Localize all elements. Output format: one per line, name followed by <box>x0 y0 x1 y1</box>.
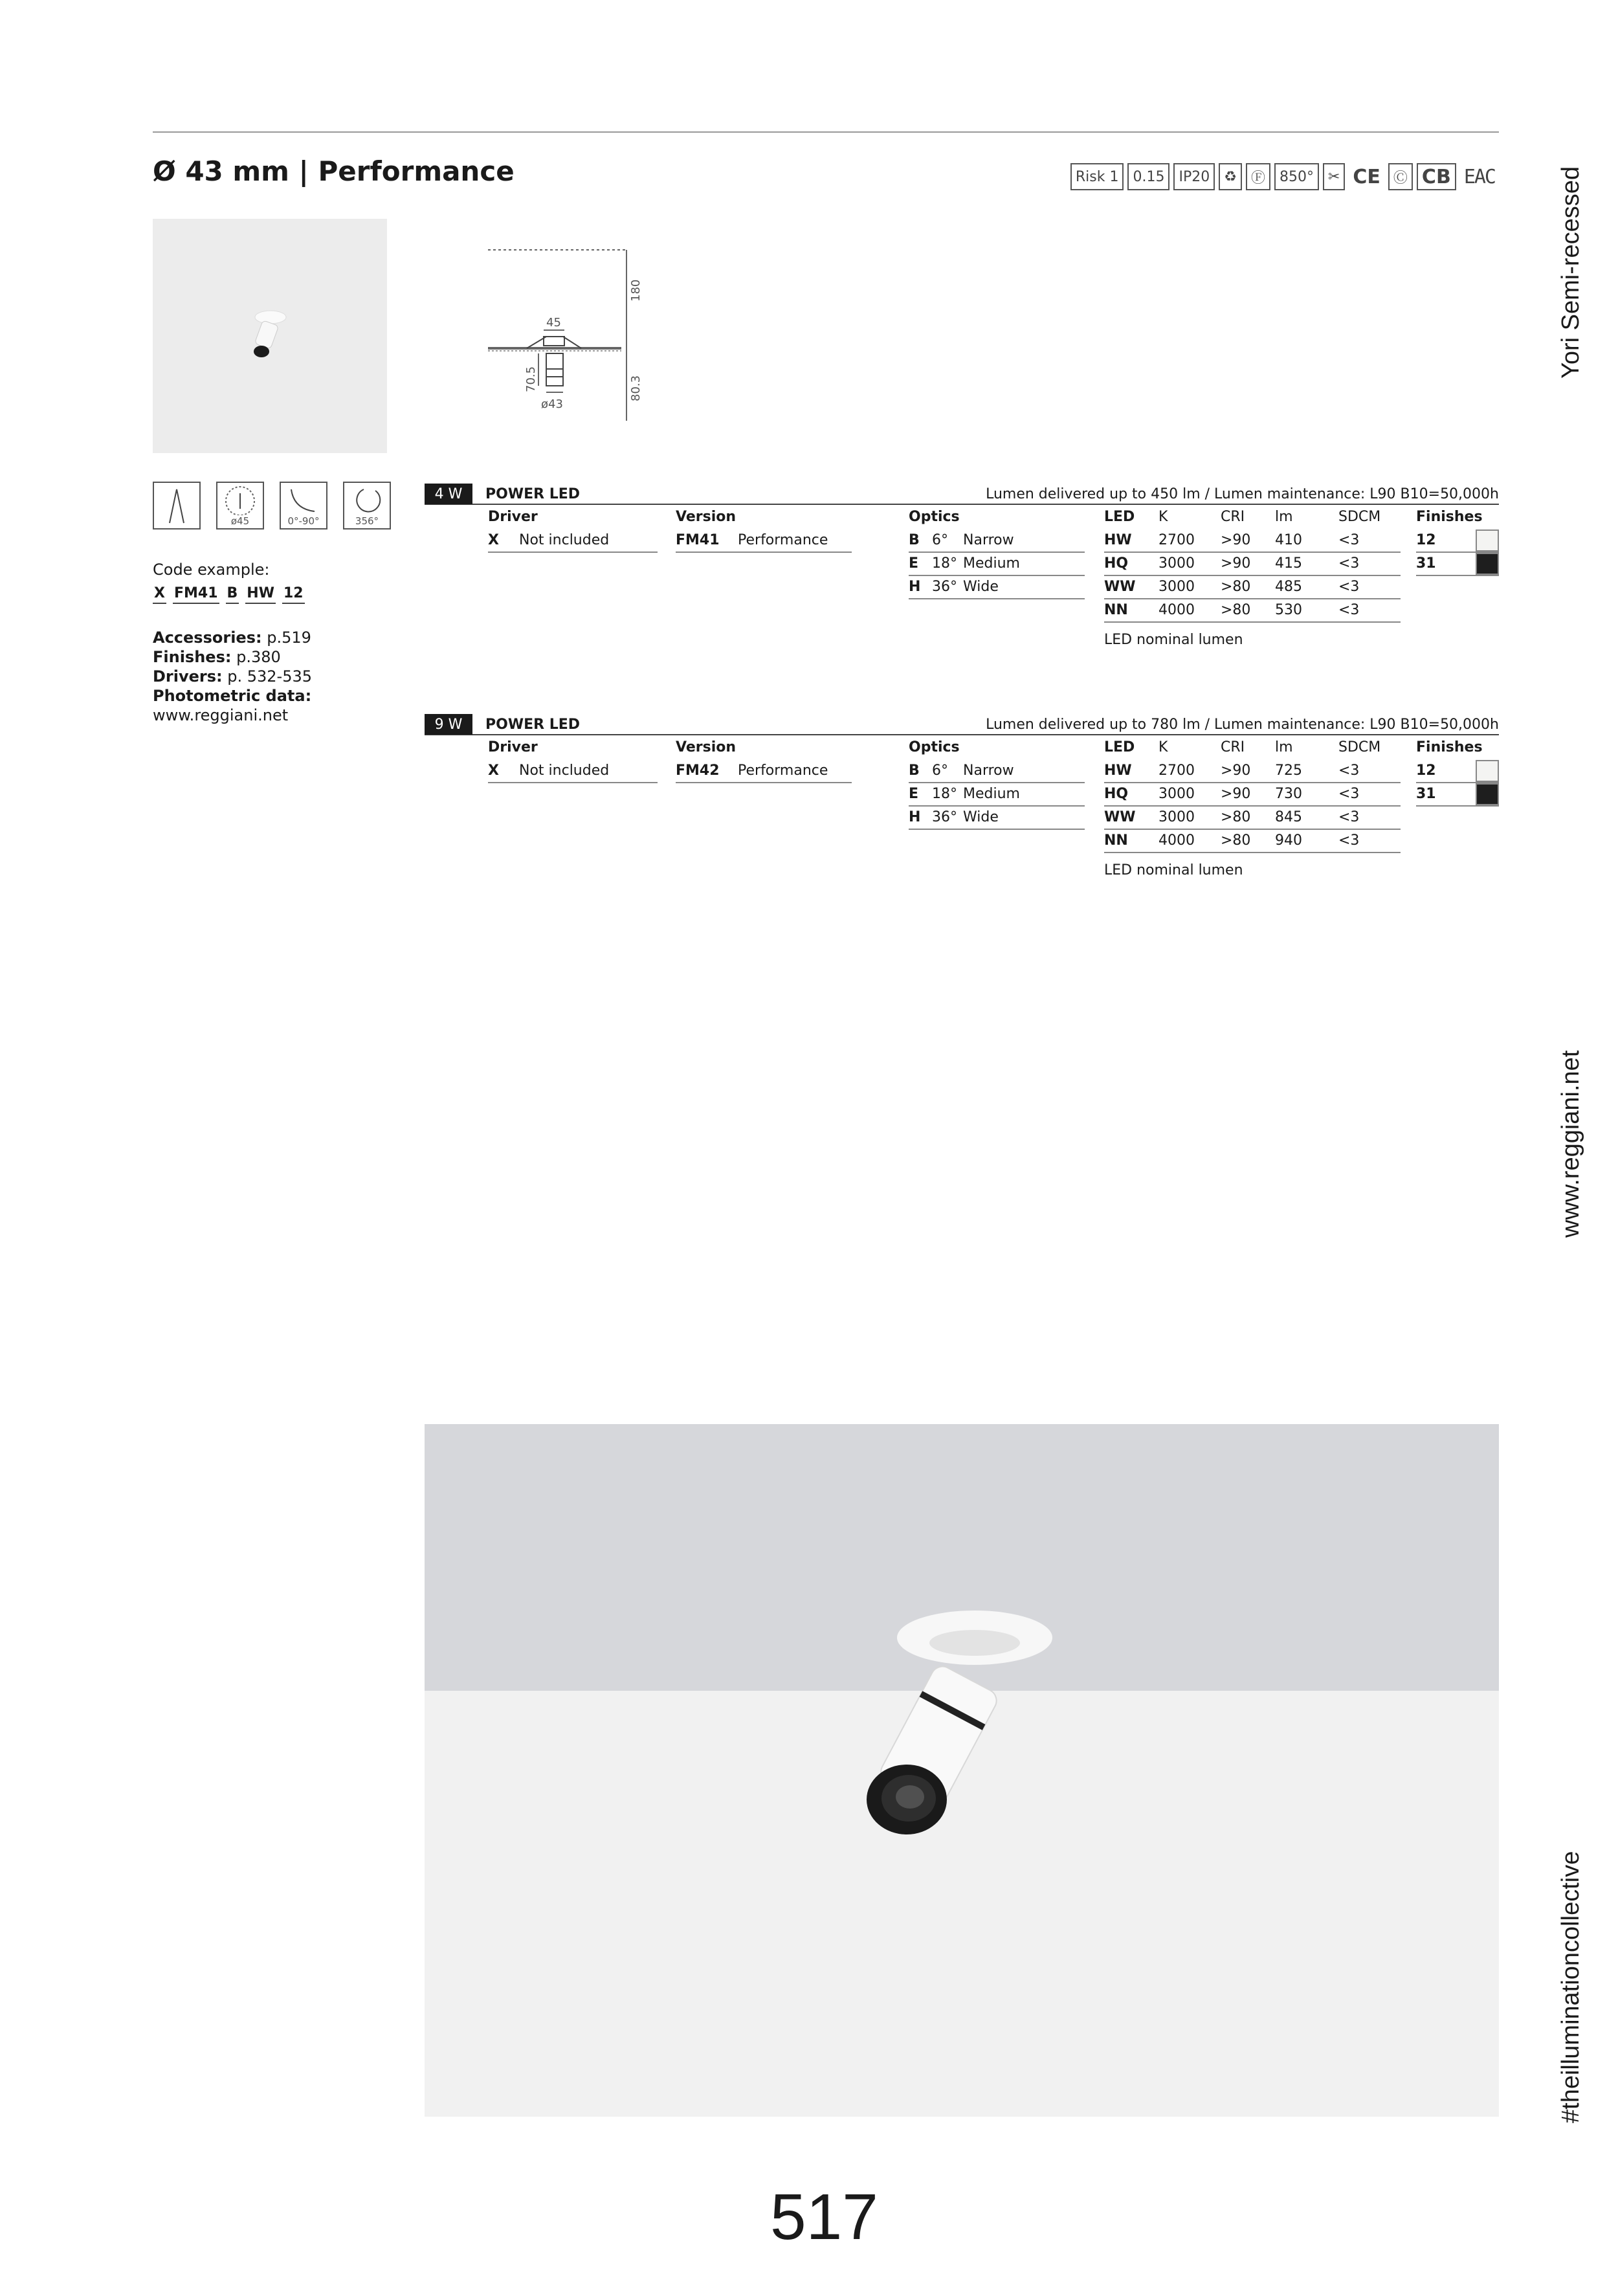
led-lm: 485 <box>1275 579 1302 595</box>
table-row <box>1104 807 1401 830</box>
led-k: 2700 <box>1158 532 1195 548</box>
led-k: 3000 <box>1158 555 1195 572</box>
ref-key: Drivers: <box>153 667 223 685</box>
optic-label: Medium <box>963 555 1020 572</box>
code-part: B <box>226 585 239 604</box>
table-row <box>909 529 1085 553</box>
column-header: Version <box>676 509 737 525</box>
page-number: 517 <box>770 2181 878 2253</box>
optic-label: Wide <box>963 579 999 595</box>
ref-value: p.380 <box>231 648 281 666</box>
optic-label: Narrow <box>963 763 1014 779</box>
table-row <box>1104 783 1401 807</box>
product-header <box>425 715 1499 735</box>
dim-height-body: 70.5 <box>524 366 538 392</box>
dim-cutout: 45 <box>546 316 561 329</box>
column-header: LED <box>1104 739 1135 755</box>
version-code: FM42 <box>676 763 720 779</box>
optic-code: H <box>909 809 921 825</box>
rotation-label: 356° <box>355 515 379 527</box>
led-lm: 410 <box>1275 532 1302 548</box>
optic-code: B <box>909 763 920 779</box>
finishes-column <box>1416 735 1499 807</box>
lumen-info: Lumen delivered up to 780 lm / Lumen maintenance: L90 B10=50,000h <box>986 716 1499 733</box>
led-cri: >80 <box>1221 579 1251 595</box>
ref-link[interactable]: www.reggiani.net <box>153 706 289 724</box>
led-lm: 415 <box>1275 555 1302 572</box>
code-part: X <box>153 585 166 604</box>
references <box>153 628 312 725</box>
ce-mark-icon: CE <box>1353 165 1380 188</box>
driver-column <box>488 505 658 553</box>
column-header: Optics <box>909 509 960 525</box>
led-column <box>1104 735 1401 878</box>
optic-code: E <box>909 555 919 572</box>
optic-code: B <box>909 532 920 548</box>
led-code: WW <box>1104 809 1136 825</box>
table-row <box>1104 553 1401 576</box>
led-k: 4000 <box>1158 602 1195 618</box>
led-cri: >80 <box>1221 832 1251 849</box>
product-block-9w <box>425 715 1499 904</box>
finishes-column <box>1416 505 1499 576</box>
dim-height-total: 180 <box>629 279 643 302</box>
led-cri: >90 <box>1221 763 1251 779</box>
led-lm: 530 <box>1275 602 1302 618</box>
code-part: 12 <box>282 585 305 604</box>
ccc-mark-icon: Ⓒ <box>1388 163 1413 190</box>
led-cri: >90 <box>1221 555 1251 572</box>
optic-label: Medium <box>963 786 1020 802</box>
tilt-icon <box>280 482 327 529</box>
finish-swatch <box>1476 529 1499 552</box>
column-header: Optics <box>909 739 960 755</box>
column-header: LED <box>1104 509 1135 525</box>
cutout-label: ø45 <box>230 515 250 527</box>
finish-row <box>1416 760 1499 783</box>
code-part: FM41 <box>173 585 219 604</box>
version-label: Performance <box>738 763 828 779</box>
led-lm: 730 <box>1275 786 1302 802</box>
column-header: Finishes <box>1416 739 1483 755</box>
column-header: Driver <box>488 739 538 755</box>
led-sdcm: <3 <box>1338 786 1360 802</box>
power-label: POWER LED <box>485 716 581 733</box>
led-sdcm: <3 <box>1338 555 1360 572</box>
finish-code: 12 <box>1416 763 1436 779</box>
led-cri: >90 <box>1221 786 1251 802</box>
driver-code: X <box>488 532 499 548</box>
no-cover-icon: ✂ <box>1323 163 1345 190</box>
beam-icon <box>153 482 201 529</box>
product-photo <box>425 1424 1499 2117</box>
finish-code: 31 <box>1416 786 1436 802</box>
optic-deg: 6° <box>932 532 948 548</box>
power-label: POWER LED <box>485 485 581 502</box>
table-row <box>1104 760 1401 783</box>
product-block-4w <box>425 484 1499 673</box>
optic-label: Narrow <box>963 532 1014 548</box>
led-code: NN <box>1104 832 1128 849</box>
optic-label: Wide <box>963 809 999 825</box>
page-title: Ø 43 mm | Performance <box>153 155 515 187</box>
column-header: Version <box>676 739 737 755</box>
led-code: HW <box>1104 763 1132 779</box>
spotlight-thumb-icon <box>153 219 387 453</box>
lumen-info: Lumen delivered up to 450 lm / Lumen maintenance: L90 B10=50,000h <box>986 485 1499 502</box>
driver-column <box>488 735 658 783</box>
led-k: 3000 <box>1158 809 1195 825</box>
table-row <box>909 783 1085 807</box>
eac-mark-icon: EAC <box>1463 165 1495 188</box>
weight-badge: 0.15 <box>1127 163 1169 190</box>
optics-column <box>909 505 1085 599</box>
led-lm: 845 <box>1275 809 1302 825</box>
led-sdcm: <3 <box>1338 532 1360 548</box>
ip-badge: IP20 <box>1173 163 1215 190</box>
led-lm: 725 <box>1275 763 1302 779</box>
driver-label: Not included <box>519 532 610 548</box>
code-example <box>153 585 305 604</box>
version-column <box>676 735 852 783</box>
led-code: WW <box>1104 579 1136 595</box>
code-example-label: Code example: <box>153 561 270 579</box>
column-header: Driver <box>488 509 538 525</box>
optic-deg: 18° <box>932 555 957 572</box>
tilt-label: 0°-90° <box>287 515 320 527</box>
finish-row <box>1416 529 1499 553</box>
led-column <box>1104 505 1401 648</box>
table-row <box>1104 599 1401 623</box>
version-code: FM41 <box>676 532 720 548</box>
optic-deg: 6° <box>932 763 948 779</box>
optic-code: E <box>909 786 919 802</box>
dim-height-bottom: 80.3 <box>629 375 643 401</box>
column-header: SDCM <box>1338 509 1381 525</box>
ref-value: p. 532-535 <box>222 667 313 685</box>
column-header: lm <box>1275 739 1293 755</box>
finish-swatch <box>1476 553 1499 575</box>
rotation-icon <box>343 482 391 529</box>
table-row <box>488 760 658 783</box>
led-code: NN <box>1104 602 1128 618</box>
version-label: Performance <box>738 532 828 548</box>
optic-code: H <box>909 579 921 595</box>
wattage-badge: 4 W <box>425 484 472 504</box>
table-row <box>676 529 852 553</box>
led-cri: >80 <box>1221 602 1251 618</box>
table-row <box>1104 830 1401 853</box>
optic-deg: 36° <box>932 809 957 825</box>
table-row <box>1104 576 1401 599</box>
ref-key: Finishes: <box>153 648 232 666</box>
ref-key: Photometric data: <box>153 687 312 705</box>
feature-icons <box>153 482 391 529</box>
temperature-badge: 850° <box>1274 163 1319 190</box>
ref-value: p.519 <box>261 629 311 647</box>
spotlight-photo-icon <box>425 1424 1499 2117</box>
risk-badge: Risk 1 <box>1070 163 1124 190</box>
f-mark-icon: Ⓕ <box>1246 163 1270 190</box>
table-row <box>909 576 1085 599</box>
led-k: 3000 <box>1158 579 1195 595</box>
finish-row <box>1416 553 1499 576</box>
led-header <box>1104 735 1401 760</box>
version-column <box>676 505 852 553</box>
optic-deg: 36° <box>932 579 957 595</box>
column-header: CRI <box>1221 739 1245 755</box>
led-lm: 940 <box>1275 832 1302 849</box>
recycle-icon: ♻ <box>1219 163 1242 190</box>
table-row <box>1104 529 1401 553</box>
column-header: SDCM <box>1338 739 1381 755</box>
side-url: www.reggiani.net <box>1557 1050 1584 1238</box>
led-k: 4000 <box>1158 832 1195 849</box>
finish-code: 12 <box>1416 532 1436 548</box>
column-header: Finishes <box>1416 509 1483 525</box>
dimension-drawing <box>479 240 673 434</box>
optic-deg: 18° <box>932 786 957 802</box>
finish-row <box>1416 783 1499 807</box>
led-cri: >80 <box>1221 809 1251 825</box>
nominal-note: LED nominal lumen <box>1104 632 1243 648</box>
wattage-badge: 9 W <box>425 714 472 735</box>
table-row <box>676 760 852 783</box>
header-rule <box>153 131 1499 133</box>
led-sdcm: <3 <box>1338 809 1360 825</box>
led-k: 3000 <box>1158 786 1195 802</box>
column-header: K <box>1158 509 1168 525</box>
product-thumbnail <box>153 219 387 453</box>
led-sdcm: <3 <box>1338 832 1360 849</box>
table-row <box>488 529 658 553</box>
driver-code: X <box>488 763 499 779</box>
nominal-note: LED nominal lumen <box>1104 862 1243 878</box>
finish-swatch <box>1476 760 1499 782</box>
column-header: lm <box>1275 509 1293 525</box>
side-hashtag: #theilluminationcollective <box>1557 1851 1584 2123</box>
cutout-icon <box>216 482 264 529</box>
side-category: Yori Semi-recessed <box>1557 166 1584 379</box>
optics-column <box>909 735 1085 830</box>
led-sdcm: <3 <box>1338 602 1360 618</box>
led-code: HW <box>1104 532 1132 548</box>
led-code: HQ <box>1104 786 1129 802</box>
product-header <box>425 484 1499 505</box>
cb-mark-icon: CB <box>1417 163 1456 190</box>
led-k: 2700 <box>1158 763 1195 779</box>
led-header <box>1104 505 1401 529</box>
table-row <box>909 760 1085 783</box>
driver-label: Not included <box>519 763 610 779</box>
table-row <box>909 807 1085 830</box>
column-header: K <box>1158 739 1168 755</box>
table-row <box>909 553 1085 576</box>
ref-key: Accessories: <box>153 629 262 647</box>
finish-swatch <box>1476 783 1499 805</box>
led-sdcm: <3 <box>1338 763 1360 779</box>
led-sdcm: <3 <box>1338 579 1360 595</box>
finish-code: 31 <box>1416 555 1436 572</box>
led-cri: >90 <box>1221 532 1251 548</box>
code-part: HW <box>245 585 276 604</box>
led-code: HQ <box>1104 555 1129 572</box>
column-header: CRI <box>1221 509 1245 525</box>
certification-badges <box>1070 163 1499 190</box>
dim-diameter: ø43 <box>541 397 563 411</box>
